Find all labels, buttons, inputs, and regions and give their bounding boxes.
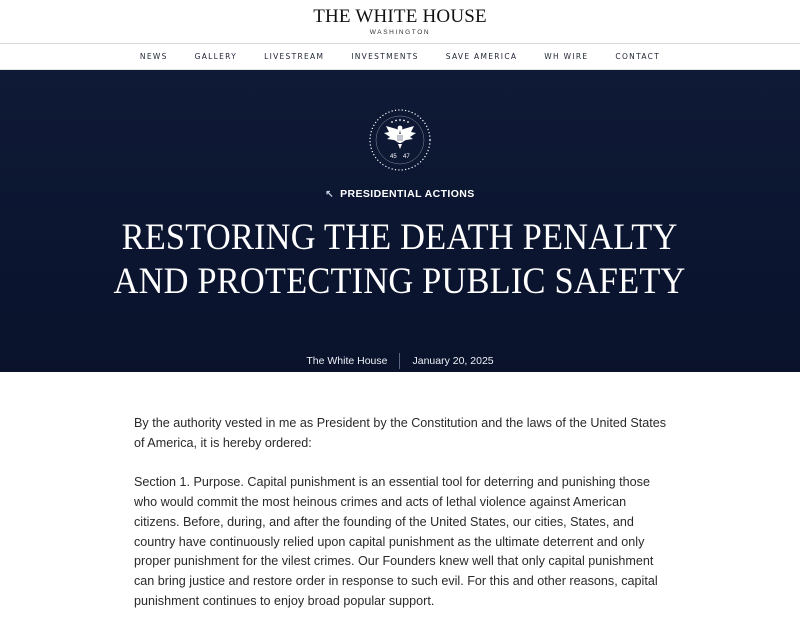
category-link[interactable] — [325, 188, 474, 200]
article-body — [0, 372, 674, 611]
site-subtitle: WASHINGTON — [369, 29, 431, 36]
nav-item-save-america[interactable]: SAVE AMERICA — [445, 52, 518, 61]
hero-banner — [0, 70, 800, 372]
arrow-up-left-icon: ↖ — [325, 188, 335, 200]
nav-item-wh-wire[interactable]: WH WIRE — [544, 52, 589, 61]
article-paragraph: Section 1. Purpose. Capital punishment is an essential tool for deterring and punishing those who would commit the most heinous crimes and acts of lethal violence against American citizens. Before, during, and after the founding of the United States, our cities, States, and country have continuously relied upon capital punishment as the ultimate deterrent and only proper punishment for the vilest crimes. Our Founders knew well that only capital punishment can bring justice and restore order in response to such evil. For this and other reasons, capital punishment continues to enjoy broad popular support. — [134, 475, 658, 608]
seal-number-45: 45 — [390, 154, 397, 160]
meta-divider — [399, 353, 400, 369]
nav-item-contact[interactable]: CONTACT — [615, 52, 661, 61]
masthead — [0, 0, 800, 44]
publish-date: January 20, 2025 — [412, 354, 494, 367]
nav-item-livestream[interactable]: LIVESTREAM — [264, 52, 325, 61]
main-nav — [0, 44, 800, 70]
page-title-line-2: AND PROTECTING PUBLIC SAFETY — [113, 261, 687, 302]
page-title-line-1: RESTORING THE DEATH PENALTY — [122, 217, 678, 258]
page-title — [114, 216, 686, 304]
article-paragraph: By the authority vested in me as President by the Constitution and the laws of the United States of America, it is hereby ordered: — [134, 416, 667, 450]
category-label: PRESIDENTIAL ACTIONS — [340, 188, 475, 200]
nav-item-investments[interactable]: INVESTMENTS — [351, 52, 419, 61]
seal-number-47: 47 — [403, 154, 410, 160]
nav-item-gallery[interactable]: GALLERY — [194, 52, 238, 61]
article-meta — [306, 353, 493, 369]
author-link[interactable]: The White House — [306, 354, 388, 367]
site-title-link[interactable]: THE WHITE HOUSE — [313, 6, 487, 27]
nav-item-news[interactable]: NEWS — [139, 52, 168, 61]
presidential-seal-icon — [368, 108, 432, 172]
